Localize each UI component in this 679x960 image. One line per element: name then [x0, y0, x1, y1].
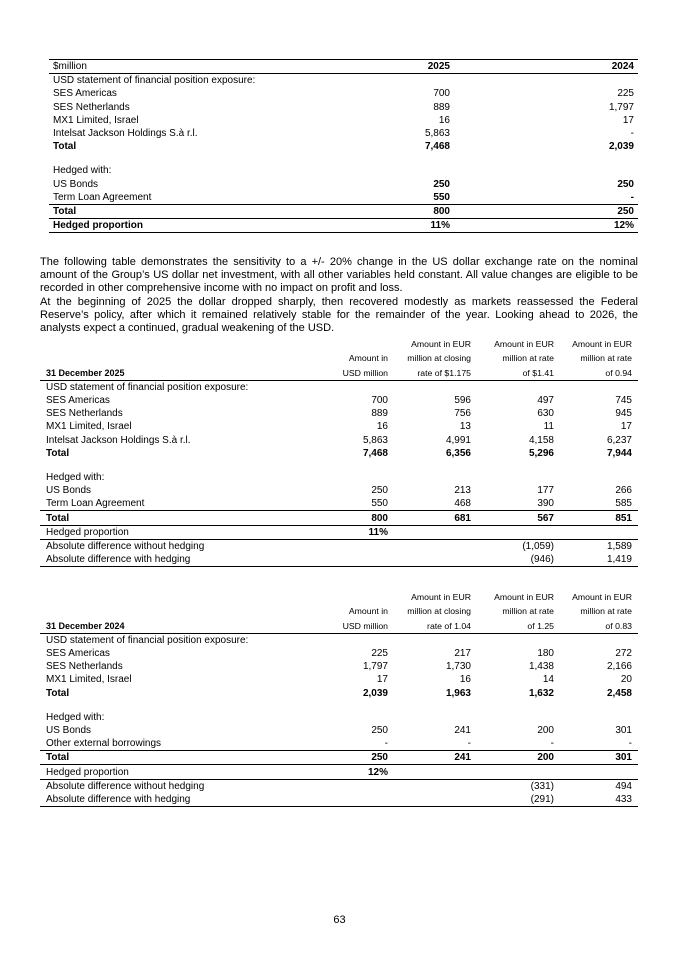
cell-rate-high: 177 [537, 485, 554, 497]
row-label: SES Netherlands [53, 101, 130, 113]
hedged-proportion-2024: 12% [534, 219, 638, 233]
table-row [40, 724, 638, 737]
hedged-total-label: Total [40, 751, 308, 765]
market-commentary-paragraph: At the beginning of 2025 the dollar dropped sharply, then recovered modestly as markets reassessed the Federal Reserve’s policy, after which it remained relatively stable for the remainder of the year. Looking ahead to 2026, the analysts expect a continued, gradual weakening of the USD. [40, 296, 638, 335]
cell-usd: 225 [371, 648, 388, 660]
total-2024: 2,039 [608, 141, 634, 153]
section-title: USD statement of financial position exposure: [46, 634, 249, 646]
row-2025: 5,863 [424, 128, 450, 140]
cell-usd: 17 [376, 674, 388, 686]
sensitivity-intro-paragraph: The following table demonstrates the sensitivity to a +/- 20% change in the US dollar exchange rate on the nominal amount of the Group’s US dollar net investment, with all other variables held constant. All value changes are eligible to be recorded in other comprehensive income with no impact on profit and loss. [40, 256, 638, 295]
col1-header-line2: Amount in [348, 353, 388, 364]
col3-header-line2: million at rate [502, 606, 554, 617]
col2-header-line3: rate of 1.04 [391, 618, 474, 633]
cell-rate-low: - [628, 738, 632, 750]
table-row [49, 101, 638, 114]
hedged-proportion-row [40, 765, 638, 779]
abs-diff-without-label: Absolute difference without hedging [46, 780, 205, 792]
row-2024: 250 [617, 178, 634, 190]
hedged-title-row [40, 471, 638, 484]
hedged-total-2025: 800 [340, 204, 534, 218]
cell-rate-high: 497 [537, 395, 554, 407]
abs-diff-without-low: 494 [615, 780, 632, 792]
cell-usd: 700 [371, 395, 388, 407]
exposure-table [49, 59, 638, 233]
abs-diff-with-low: 433 [557, 793, 638, 807]
row-2024: 1,797 [608, 101, 634, 113]
header-row [40, 336, 638, 351]
hedged-proportion-2025: 11% [340, 219, 534, 233]
total-row [40, 687, 638, 700]
total-closing: 1,963 [445, 687, 471, 699]
hedged-total-row [49, 204, 638, 218]
col3-header-line1: Amount in EUR [494, 591, 554, 602]
hedged-total-usd: 800 [308, 511, 391, 525]
col1-header-line1 [308, 336, 391, 351]
table-row [49, 127, 638, 140]
row-label: US Bonds [46, 725, 92, 736]
section-title: USD statement of financial position exposure: [53, 75, 256, 87]
cell-rate-low: 301 [615, 725, 632, 736]
hedged-total-rate-high: 567 [474, 511, 557, 525]
col3-header-line2: million at rate [502, 353, 554, 364]
cell-usd: 250 [371, 485, 388, 497]
col1-header-line3: USD million [308, 618, 391, 633]
col4-header-line3: of 0.83 [557, 618, 638, 633]
cell-rate-high: 14 [542, 674, 554, 686]
table-row [49, 191, 638, 205]
spacer-row [40, 460, 638, 471]
section-title-row [40, 633, 638, 647]
cell-rate-high: 630 [537, 408, 554, 420]
hedged-total-label: Total [49, 204, 340, 218]
table-row [40, 497, 638, 511]
table-row [40, 673, 638, 686]
cell-rate-low: 585 [615, 498, 632, 510]
cell-closing: 16 [459, 674, 471, 686]
abs-diff-without-label: Absolute difference without hedging [46, 540, 205, 552]
col3-header-line1: Amount in EUR [494, 338, 554, 349]
cell-usd: 889 [371, 408, 388, 420]
table-row [49, 114, 638, 127]
row-label: Term Loan Agreement [49, 191, 340, 205]
cell-rate-low: 17 [620, 421, 632, 433]
spacer-row [40, 700, 638, 711]
hedged-proportion-label: Hedged proportion [40, 765, 308, 779]
row-label: Intelsat Jackson Holdings S.à r.l. [53, 128, 198, 140]
cell-rate-low: 945 [615, 408, 632, 420]
cell-closing: 213 [454, 485, 471, 497]
total-label: Total [46, 687, 70, 699]
row-2025: 16 [438, 114, 450, 126]
cell-closing: 217 [454, 648, 471, 660]
cell-rate-high: 1,438 [528, 661, 554, 673]
row-label: Intelsat Jackson Holdings S.à r.l. [46, 434, 191, 446]
abs-diff-without-row [40, 539, 638, 553]
cell-closing: 468 [454, 498, 471, 510]
cell-rate-high: 4,158 [528, 434, 554, 446]
abs-diff-with-high: (946) [474, 553, 557, 567]
hedged-total-closing: 681 [391, 511, 474, 525]
abs-diff-with-row [40, 793, 638, 807]
table-date-title: 31 December 2025 [40, 365, 308, 380]
row-label: US Bonds [53, 178, 99, 190]
col4-header-line2: million at rate [580, 353, 632, 364]
row-label: SES Americas [46, 395, 110, 407]
hedged-total-closing: 241 [391, 751, 474, 765]
col3-header-line3: of $1.41 [474, 365, 557, 380]
cell-rate-low: 20 [620, 674, 632, 686]
cell-closing: 756 [454, 408, 471, 420]
table-row [49, 178, 638, 191]
abs-diff-with-low: 1,419 [557, 553, 638, 567]
header-row [40, 604, 638, 619]
abs-diff-without-high: (1,059) [522, 540, 554, 552]
hedged-title: Hedged with: [46, 711, 105, 723]
hedged-total-label: Total [40, 511, 308, 525]
sensitivity-table-2025 [40, 336, 638, 567]
cell-usd: 1,797 [362, 661, 388, 673]
cell-rate-low: 2,166 [606, 661, 632, 673]
hedged-total-2024: 250 [534, 204, 638, 218]
total-2025: 7,468 [424, 141, 450, 153]
cell-usd: 5,863 [362, 434, 388, 446]
table-row [40, 660, 638, 673]
header-2025: 2025 [340, 60, 534, 74]
cell-closing: 596 [454, 395, 471, 407]
hedged-title: Hedged with: [46, 472, 105, 483]
table-row [40, 407, 638, 420]
row-label: MX1 Limited, Israel [46, 421, 132, 433]
col3-header-line3: of 1.25 [474, 618, 557, 633]
row-label: US Bonds [46, 485, 92, 497]
hedged-proportion-row [49, 219, 638, 233]
spacer-row [49, 153, 638, 164]
row-2024: - [630, 128, 634, 140]
hedged-total-row [40, 751, 638, 765]
col2-header-line1: Amount in EUR [411, 591, 471, 602]
total-usd: 7,468 [362, 447, 388, 459]
hedged-total-rate-low: 851 [557, 511, 638, 525]
abs-diff-with-label: Absolute difference with hedging [40, 553, 308, 567]
cell-closing: - [467, 738, 471, 750]
col2-header-line2: million at closing [407, 606, 471, 617]
total-rate-low: 7,944 [606, 447, 632, 459]
row-label: SES Americas [53, 88, 117, 100]
header-row [40, 589, 638, 604]
row-label: SES Americas [46, 648, 110, 660]
total-closing: 6,356 [445, 447, 471, 459]
row-2025: 550 [340, 191, 534, 205]
abs-diff-without-low: 1,589 [606, 540, 632, 552]
col4-header-line1: Amount in EUR [572, 591, 632, 602]
cell-closing: 13 [459, 421, 471, 433]
hedged-total-rate-high: 200 [474, 751, 557, 765]
hedged-proportion-row [40, 525, 638, 539]
cell-rate-high: 180 [537, 648, 554, 660]
hedged-proportion-label: Hedged proportion [49, 219, 340, 233]
table-header-row [49, 60, 638, 74]
col4-header-line1: Amount in EUR [572, 338, 632, 349]
cell-rate-low: 266 [615, 485, 632, 497]
cell-usd: 250 [371, 725, 388, 736]
cell-rate-high: - [550, 738, 554, 750]
hedged-proportion-value: 11% [308, 525, 391, 539]
total-usd: 2,039 [362, 687, 388, 699]
table-row [40, 434, 638, 447]
col2-header-line3: rate of $1.175 [391, 365, 474, 380]
row-label: SES Netherlands [46, 661, 123, 673]
header-row [40, 618, 638, 633]
abs-diff-without-row [40, 779, 638, 793]
abs-diff-with-row [40, 553, 638, 567]
table-row [40, 420, 638, 433]
row-label: Term Loan Agreement [46, 498, 145, 510]
row-label: MX1 Limited, Israel [53, 114, 139, 126]
cell-closing: 4,991 [445, 434, 471, 446]
hedged-proportion-value: 12% [308, 765, 391, 779]
row-2025: 889 [433, 101, 450, 113]
sensitivity-table-2024 [40, 589, 638, 807]
col4-header-line3: of 0.94 [557, 365, 638, 380]
section-title-row [49, 74, 638, 88]
cell-rate-high: 390 [537, 498, 554, 510]
total-row [40, 447, 638, 460]
row-2025: 250 [433, 178, 450, 190]
cell-usd: 16 [376, 421, 388, 433]
total-label: Total [46, 447, 70, 459]
section-title-row [40, 380, 638, 394]
hedged-title-row [40, 711, 638, 724]
col1-header-line1 [308, 589, 391, 604]
header-row [40, 365, 638, 380]
hedged-title: Hedged with: [53, 165, 112, 177]
cell-rate-high: 200 [537, 725, 554, 736]
hedged-proportion-label: Hedged proportion [40, 525, 308, 539]
row-label: SES Netherlands [46, 408, 123, 420]
abs-diff-without-high: (331) [530, 780, 554, 792]
table-row [49, 87, 638, 100]
hedged-title-row [49, 164, 638, 177]
hedged-total-usd: 250 [308, 751, 391, 765]
col2-header-line1: Amount in EUR [411, 338, 471, 349]
row-2024: - [534, 191, 638, 205]
row-label: MX1 Limited, Israel [46, 674, 132, 686]
row-label: Other external borrowings [46, 738, 162, 750]
cell-rate-low: 6,237 [606, 434, 632, 446]
col1-header-line3: USD million [308, 365, 391, 380]
col4-header-line2: million at rate [580, 606, 632, 617]
hedged-total-row [40, 511, 638, 525]
header-label: $million [49, 60, 340, 74]
header-2024: 2024 [534, 60, 638, 74]
table-date-title: 31 December 2024 [40, 618, 308, 633]
page-number: 63 [333, 914, 346, 926]
total-rate-low: 2,458 [606, 687, 632, 699]
cell-closing: 241 [454, 725, 471, 736]
cell-rate-high: 11 [543, 421, 554, 433]
table-row [40, 647, 638, 660]
cell-rate-low: 745 [615, 395, 632, 407]
total-label: Total [53, 141, 77, 153]
row-2025: 700 [433, 88, 450, 100]
total-rate-high: 1,632 [528, 687, 554, 699]
col2-header-line2: million at closing [407, 353, 471, 364]
section-title: USD statement of financial position exposure: [46, 381, 249, 393]
cell-usd: - [384, 738, 388, 750]
cell-closing: 1,730 [445, 661, 471, 673]
total-rate-high: 5,296 [528, 447, 554, 459]
cell-usd: 550 [371, 498, 388, 510]
abs-diff-with-high: (291) [474, 793, 557, 807]
table-row [40, 484, 638, 497]
col1-header-line2: Amount in [348, 606, 388, 617]
header-row [40, 351, 638, 366]
abs-diff-with-label: Absolute difference with hedging [40, 793, 308, 807]
hedged-total-rate-low: 301 [557, 751, 638, 765]
total-row [49, 140, 638, 153]
cell-rate-low: 272 [615, 648, 632, 660]
table-row [40, 394, 638, 407]
table-row [40, 737, 638, 751]
row-2024: 17 [622, 114, 634, 126]
row-2024: 225 [617, 88, 634, 100]
